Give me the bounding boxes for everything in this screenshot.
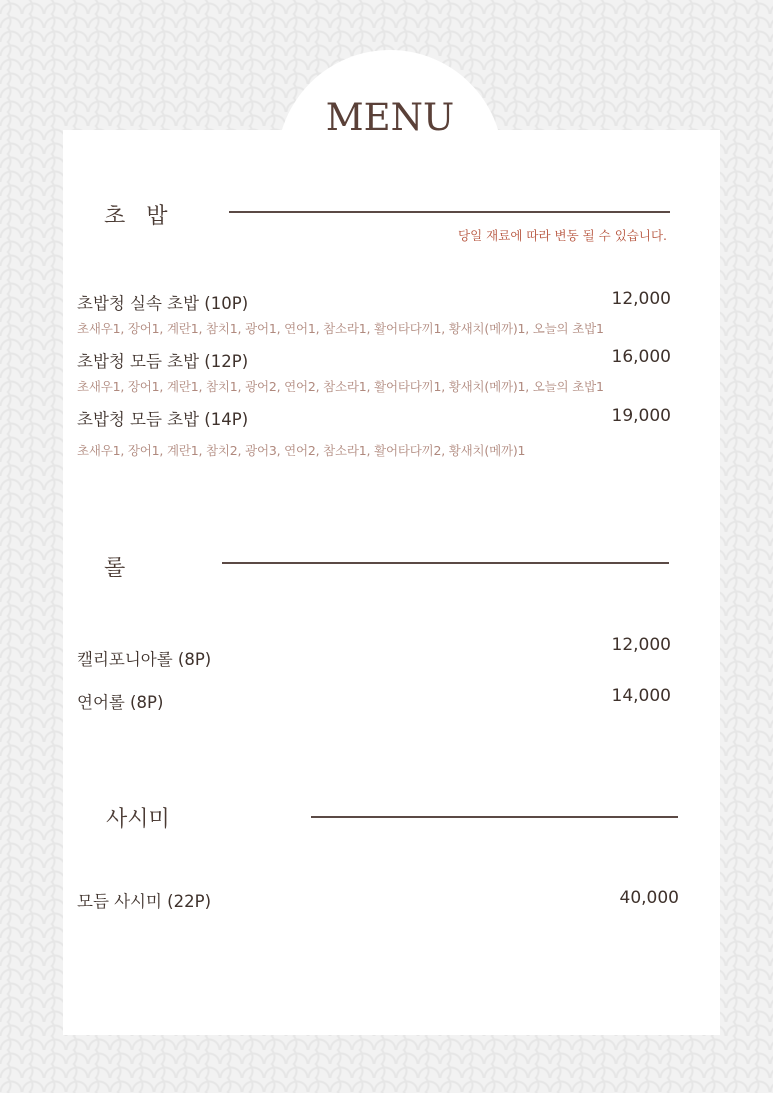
menu-item-name: 모듬 사시미 (22P) — [77, 892, 212, 911]
section-divider-roll — [222, 562, 669, 564]
menu-item-price: 19,000 — [611, 406, 671, 426]
menu-item-description: 초새우1, 장어1, 계란1, 참치1, 광어2, 연어2, 참소라1, 활어타다끼1, 황새치(메까)1, 오늘의 초밥1 — [77, 379, 604, 394]
menu-item-price: 40,000 — [619, 888, 679, 908]
menu-item-description: 초새우1, 장어1, 계란1, 참치1, 광어1, 연어1, 참소라1, 활어타다끼1, 황새치(메까)1, 오늘의 초밥1 — [77, 321, 604, 336]
section-title-sashimi: 사시미 — [106, 807, 170, 832]
menu-title: MENU — [325, 96, 455, 139]
menu-item-price: 14,000 — [611, 686, 671, 706]
section-title-sushi: 초 밥 — [104, 204, 168, 229]
menu-item-price: 12,000 — [611, 289, 671, 309]
section-divider-sushi — [229, 211, 670, 213]
menu-item-description: 초새우1, 장어1, 계란1, 참치2, 광어3, 연어2, 참소라1, 활어타다끼2, 황새치(메까)1 — [77, 443, 526, 458]
menu-item-name: 초밥청 모듬 초밥 (14P) — [77, 410, 249, 429]
menu-item-name: 초밥청 모듬 초밥 (12P) — [77, 352, 249, 371]
sushi-note: 당일 재료에 따라 변동 될 수 있습니다. — [458, 228, 667, 243]
menu-item-name: 연어롤 (8P) — [77, 693, 164, 712]
menu-item-price: 16,000 — [611, 347, 671, 367]
menu-item-price: 12,000 — [611, 635, 671, 655]
section-title-roll: 롤 — [104, 556, 126, 581]
section-divider-sashimi — [311, 816, 678, 818]
menu-item-name: 캘리포니아롤 (8P) — [77, 650, 212, 669]
menu-item-name: 초밥청 실속 초밥 (10P) — [77, 294, 249, 313]
